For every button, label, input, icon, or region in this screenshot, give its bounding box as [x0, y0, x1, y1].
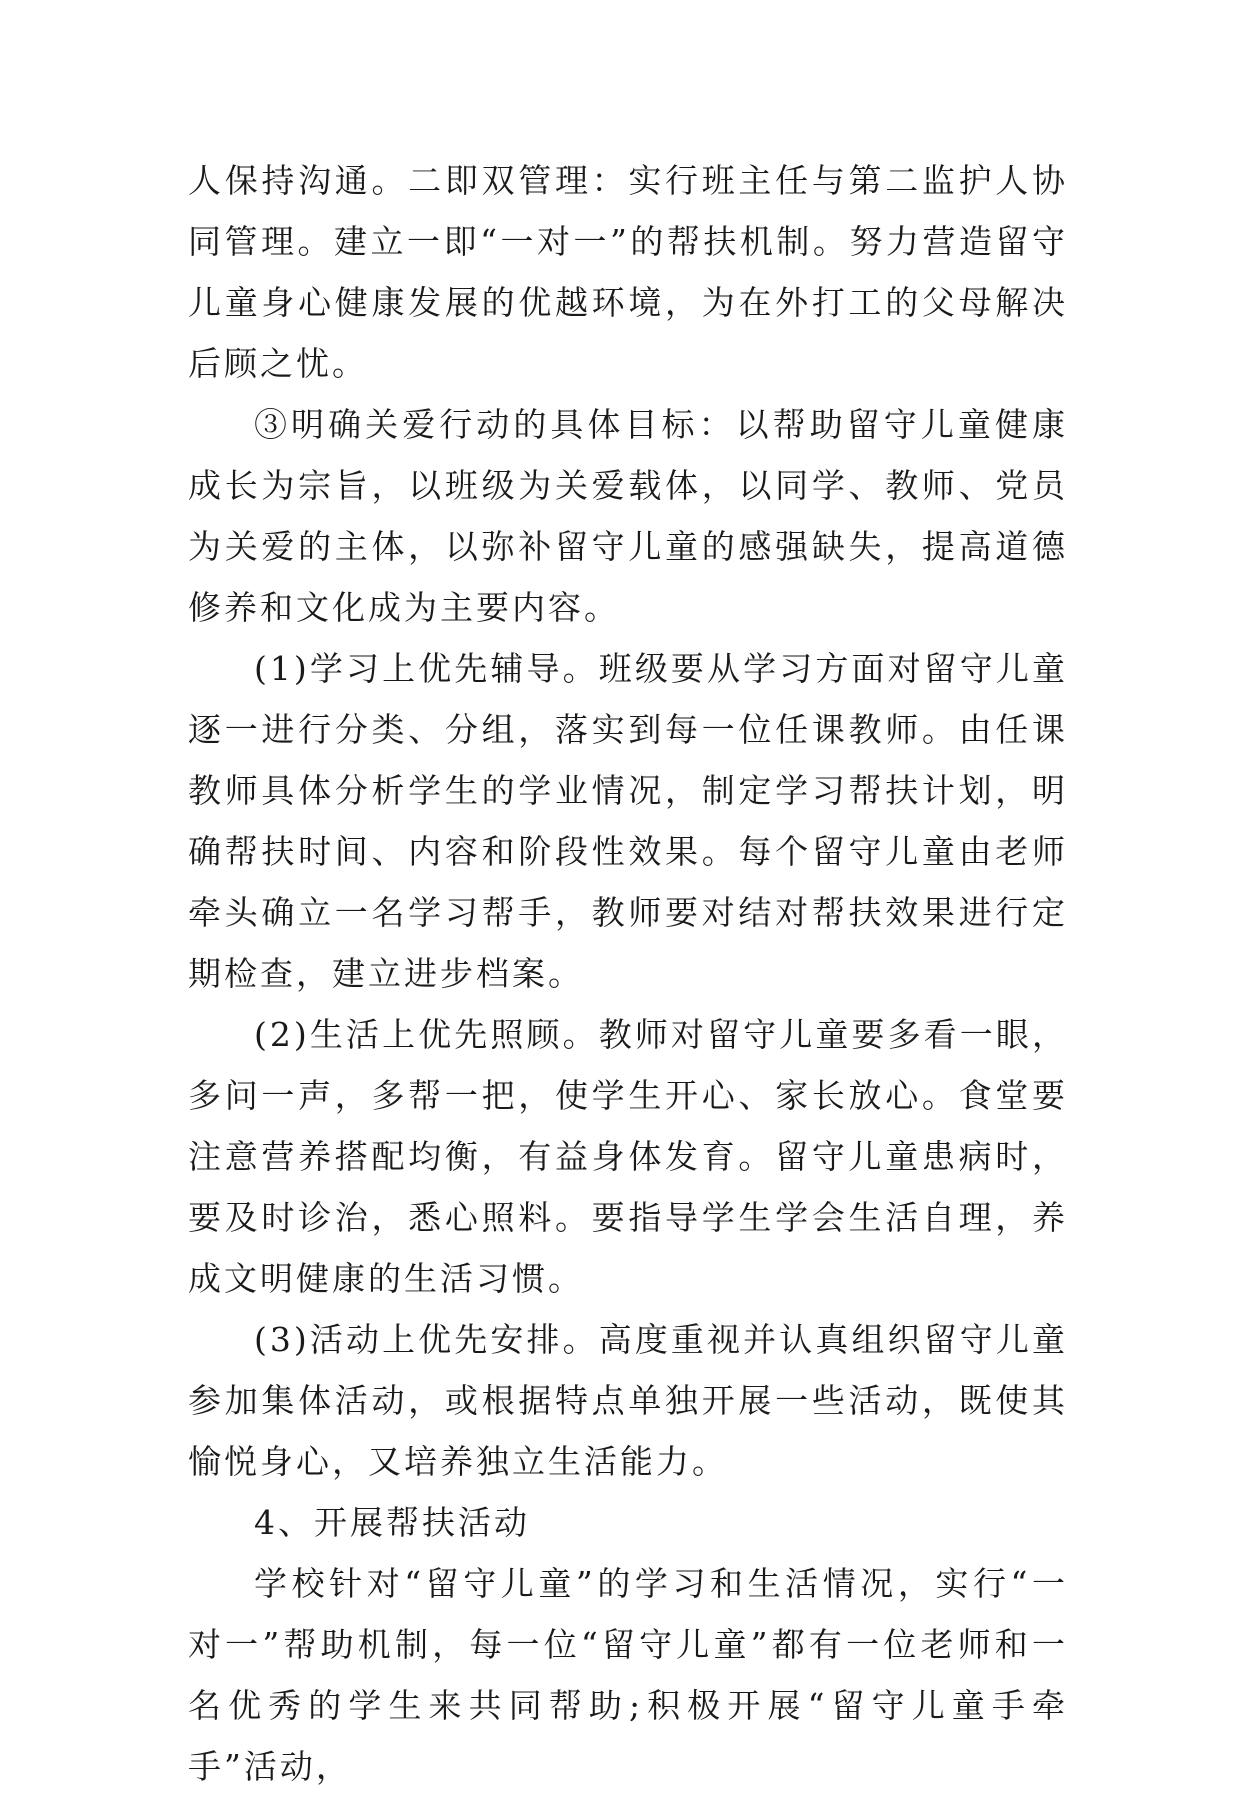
paragraph-one-on-one: 学校针对“留守儿童”的学习和生活情况，实行“一对一”帮助机制，每一位“留守儿童”都有一位老师和一名优秀的学生来共同帮助;积极开展“留守儿童手牵手”活动，	[188, 1564, 1068, 1786]
paragraph-goals: ③明确关爱行动的具体目标：以帮助留守儿童健康成长为宗旨，以班级为关爱载体，以同学、教师、党员为关爱的主体，以弥补留守儿童的感强缺失，提高道德修养和文化成为主要内容。	[188, 405, 1068, 627]
paragraph-continuation: 人保持沟通。二即双管理：实行班主任与第二监护人协同管理。建立一即“一对一”的帮扶机制。努力营造留守儿童身心健康发展的优越环境，为在外打工的父母解决后顾之忧。	[188, 161, 1068, 383]
paragraph-study-tutoring: (1)学习上优先辅导。班级要从学习方面对留守儿童逐一进行分类、分组，落实到每一位任课教师。由任课教师具体分析学生的学业情况，制定学习帮扶计划，明确帮扶时间、内容和阶段性效果。每个留守儿童由老师牵头确立一名学习帮手，教师要对结对帮扶效果进行定期检查，建立进步档案。	[188, 649, 1068, 993]
section-heading-assistance: 4、开展帮扶活动	[254, 1503, 530, 1542]
paragraph-life-care: (2)生活上优先照顾。教师对留守儿童要多看一眼，多问一声，多帮一把，使学生开心、家长放心。食堂要注意营养搭配均衡，有益身体发育。留守儿童患病时，要及时诊治，悉心照料。要指导学生学会生活自理，养成文明健康的生活习惯。	[188, 1015, 1068, 1298]
document-body	[188, 150, 1068, 1797]
paragraph-activities: (3)活动上优先安排。高度重视并认真组织留守儿童参加集体活动，或根据特点单独开展一些活动，既使其愉悦身心，又培养独立生活能力。	[188, 1320, 1068, 1481]
